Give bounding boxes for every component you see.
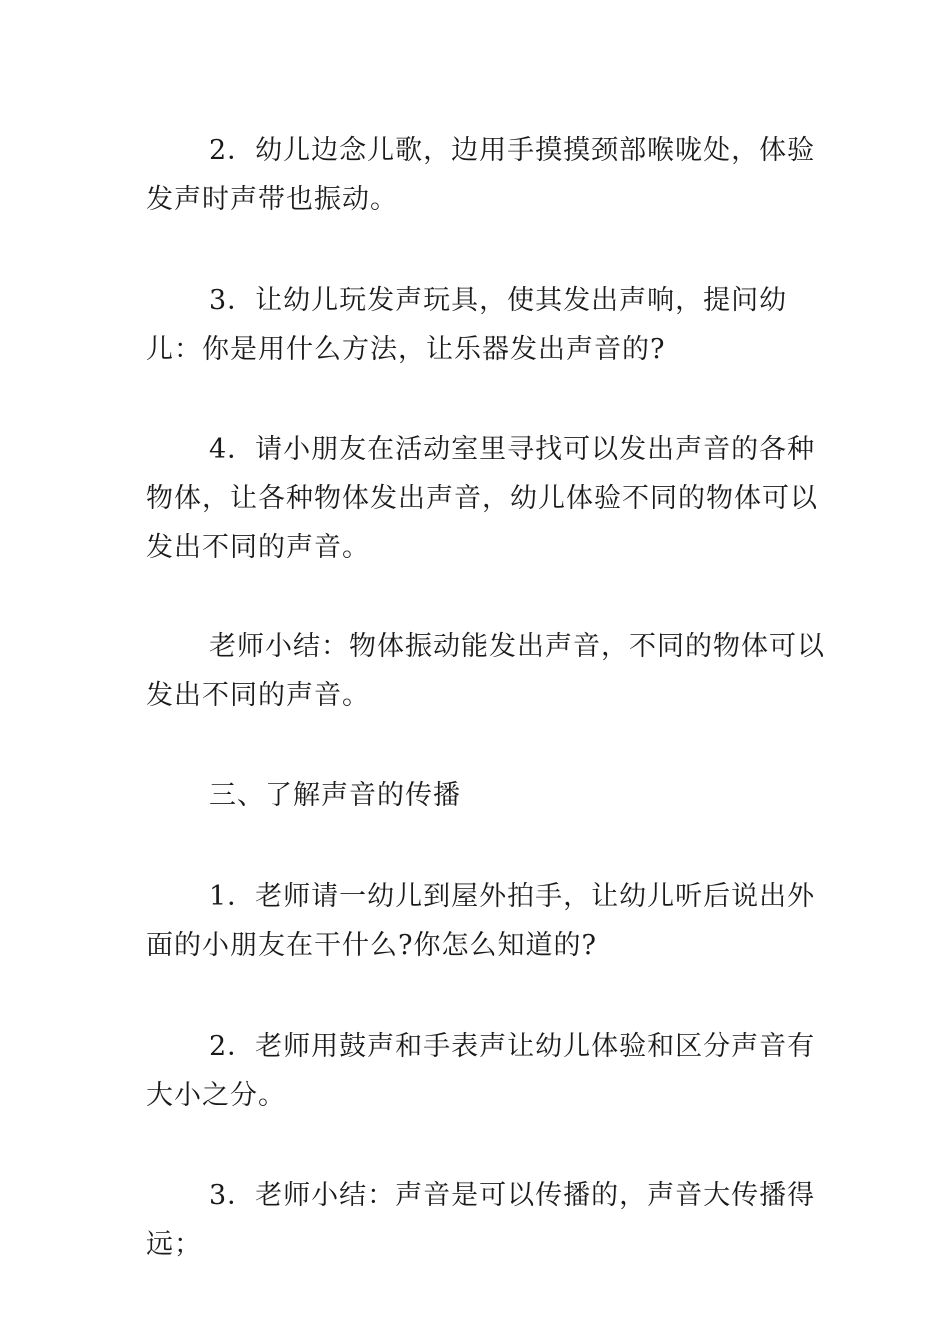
paragraph-step-2-vocal-cords: 2．幼儿边念儿歌，边用手摸摸颈部喉咙处，体验发声时声带也振动。 <box>146 135 816 215</box>
paragraph-step-4-find-objects: 4．请小朋友在活动室里寻找可以发出声音的各种物体，让各种物体发出声音，幼儿体验不同的物体可以发出不同的声音。 <box>146 434 818 563</box>
paragraph-teacher-summary-vibration: 老师小结：物体振动能发出声音，不同的物体可以发出不同的声音。 <box>146 631 825 711</box>
section-heading-sound-propagation: 三、了解声音的传播 <box>209 780 461 811</box>
paragraph-step-3-sound-toys: 3．让幼儿玩发声玩具，使其发出声响，提问幼儿：你是用什么方法，让乐器发出声音的? <box>146 285 788 365</box>
paragraph-step-2-drum-watch: 2．老师用鼓声和手表声让幼儿体验和区分声音有大小之分。 <box>146 1031 816 1111</box>
paragraph-step-3-teacher-summary-propagation: 3．老师小结：声音是可以传播的，声音大传播得远； <box>146 1180 816 1260</box>
paragraph-step-1-clapping-outside: 1．老师请一幼儿到屋外拍手，让幼儿听后说出外面的小朋友在干什么?你怎么知道的? <box>146 881 816 961</box>
